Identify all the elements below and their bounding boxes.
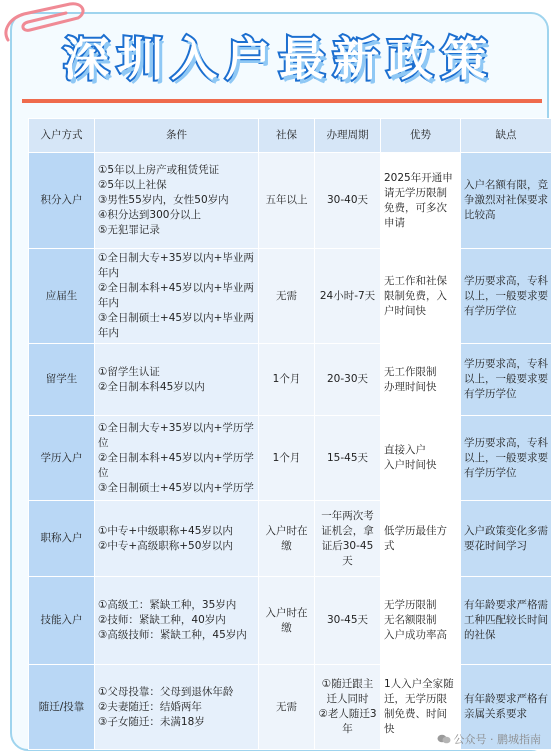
row-type: 积分入户 <box>29 153 95 249</box>
row-period <box>315 501 381 577</box>
row-type: 随迁/投靠 <box>29 665 95 750</box>
disadvantage-line: 入户政策变化多需要花时间学习 <box>464 524 548 552</box>
row-conditions <box>95 153 259 249</box>
table-row <box>29 344 552 416</box>
row-conditions <box>95 665 259 750</box>
row-type: 应届生 <box>29 249 95 344</box>
disadvantage-line: 学历要求高，专科以上，一般要求要有学历学位 <box>464 436 548 479</box>
header-type: 入户方式 <box>29 119 95 153</box>
row-conditions <box>95 416 259 501</box>
period-line: 一年两次考证机会，拿证后30-45天 <box>321 509 374 567</box>
row-conditions <box>95 249 259 344</box>
condition-line: ④积分达到300分以上 <box>98 209 201 221</box>
advantage-line: 无工作限制 <box>384 365 437 378</box>
row-social-security: 入户时在缴 <box>259 577 315 665</box>
condition-line: ⑤无犯罪记录 <box>98 224 160 236</box>
row-disadvantages <box>461 249 552 344</box>
row-period <box>315 665 381 750</box>
period-line: ①随迁跟主迁人同时 <box>321 678 374 705</box>
row-social-security: 1个月 <box>259 344 315 416</box>
row-social-security: 1个月 <box>259 416 315 501</box>
disadvantage-line: 学历要求高，专科以上，一般要求要有学历学位 <box>464 358 548 400</box>
disadvantage-line: 学历要求高，专科以上，一般要求要有学历学位 <box>464 274 548 317</box>
row-type: 技能入户 <box>29 577 95 665</box>
condition-line: ②中专+高级职称+50岁以内 <box>98 539 233 552</box>
row-disadvantages <box>461 577 552 665</box>
wechat-icon <box>437 734 451 744</box>
row-period <box>315 249 381 344</box>
title-underline <box>22 99 542 103</box>
period-line: 24小时-7天 <box>319 289 376 302</box>
row-advantages <box>381 577 461 665</box>
condition-line: ①高级工：紧缺工种，35岁内 <box>98 599 237 611</box>
watermark-text: 公众号 · 鹏城指南 <box>453 733 541 746</box>
advantage-line: 无工作和社保限制免费，入户时间快 <box>384 274 447 317</box>
advantage-line: 无名额限制 <box>384 614 437 626</box>
period-line: 30-40天 <box>326 194 368 206</box>
row-advantages <box>381 501 461 577</box>
advantage-line: 办理时间快 <box>384 380 437 393</box>
condition-line: ③全日制硕士+45岁以内+毕业两年内 <box>98 312 254 339</box>
watermark <box>437 731 542 747</box>
row-disadvantages <box>461 416 552 501</box>
header-disadvantages: 缺点 <box>461 119 552 153</box>
row-conditions <box>95 501 259 577</box>
advantage-line: 直接入户 <box>384 444 426 456</box>
condition-line: ③高级技师：紧缺工种，45岁内 <box>98 629 247 641</box>
period-line: ②老人随迁3年 <box>318 708 377 735</box>
condition-line: ②全日制本科+45岁以内+毕业两年内 <box>98 282 254 309</box>
row-type: 留学生 <box>29 344 95 416</box>
condition-line: ②夫妻随迁：结婚两年 <box>98 700 202 713</box>
row-disadvantages <box>461 153 552 249</box>
disadvantage-line: 入户名额有限，竞争激烈对社保要求比较高 <box>464 179 548 221</box>
advantage-line: 入户时间快 <box>384 459 437 471</box>
row-period <box>315 153 381 249</box>
condition-line: ③全日制硕士+45岁以内+学历学 <box>98 481 254 494</box>
advantage-line: 1人入户全家随迁，无学历限制免费、时间快 <box>384 678 454 735</box>
table-row <box>29 416 552 501</box>
header-social-security: 社保 <box>259 119 315 153</box>
advantage-line: 低学历最佳方式 <box>384 524 447 552</box>
condition-line: ③子女随迁：未满18岁 <box>98 715 205 728</box>
condition-line: ①留学生认证 <box>98 365 160 378</box>
table-row <box>29 153 552 249</box>
condition-line: ②全日制本科+45岁以内+学历学位 <box>98 451 254 479</box>
row-disadvantages <box>461 501 552 577</box>
header-conditions: 条件 <box>95 119 259 153</box>
condition-line: ①全日制大专+35岁以内+学历学位 <box>98 421 254 449</box>
row-period <box>315 416 381 501</box>
row-social-security: 五年以上 <box>259 153 315 249</box>
row-social-security: 入户时在缴 <box>259 501 315 577</box>
disadvantage-line: 有年龄要求严格有亲属关系要求 <box>464 693 548 720</box>
row-social-security: 无需 <box>259 249 315 344</box>
row-disadvantages <box>461 344 552 416</box>
condition-line: ①父母投靠：父母到退休年龄 <box>98 685 234 698</box>
policy-table <box>28 118 552 750</box>
title-banner <box>22 22 536 100</box>
header-advantages: 优势 <box>381 119 461 153</box>
header-period: 办理周期 <box>315 119 381 153</box>
period-line: 30-45天 <box>326 614 368 626</box>
table-row <box>29 249 552 344</box>
row-type: 学历入户 <box>29 416 95 501</box>
condition-line: ②技师：紧缺工种，40岁内 <box>98 614 226 626</box>
page-title: 深圳入户最新政策 <box>63 32 495 86</box>
condition-line: ②全日制本科45岁以内 <box>98 380 205 393</box>
row-advantages <box>381 416 461 501</box>
condition-line: ①中专+中级职称+45岁以内 <box>98 524 233 537</box>
table-row <box>29 501 552 577</box>
row-conditions <box>95 577 259 665</box>
row-advantages <box>381 249 461 344</box>
table-header-row <box>29 119 552 153</box>
row-period <box>315 344 381 416</box>
row-type: 职称入户 <box>29 501 95 577</box>
row-social-security: 无需 <box>259 665 315 750</box>
advantage-line: 2025年开通申请无学历限制免费，可多次申请 <box>384 171 453 229</box>
row-advantages <box>381 153 461 249</box>
period-line: 20-30天 <box>326 373 368 385</box>
advantage-line: 无学历限制 <box>384 599 437 611</box>
condition-line: ①5年以上房产或租赁凭证 <box>98 164 220 176</box>
row-conditions <box>95 344 259 416</box>
row-period <box>315 577 381 665</box>
disadvantage-line: 有年龄要求严格需工种匹配较长时间的社保 <box>464 599 548 641</box>
condition-line: ②5年以上社保 <box>98 179 167 191</box>
period-line: 15-45天 <box>326 451 368 464</box>
condition-line: ③男性55岁内，女性50岁内 <box>98 194 229 206</box>
advantage-line: 入户成功率高 <box>384 629 447 641</box>
table-row <box>29 577 552 665</box>
condition-line: ①全日制大专+35岁以内+毕业两年内 <box>98 252 254 279</box>
row-advantages <box>381 344 461 416</box>
